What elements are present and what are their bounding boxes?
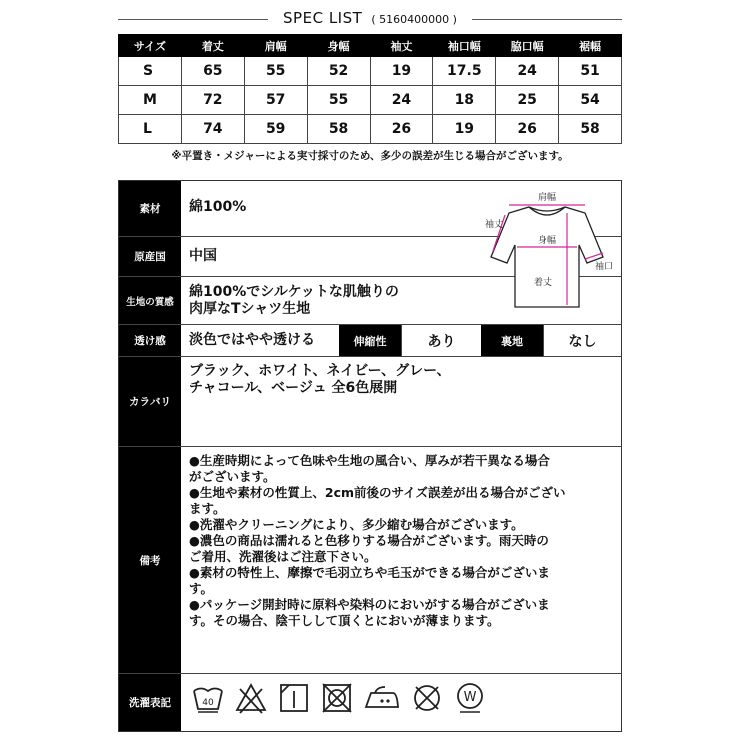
col-header-chest: 身幅: [307, 35, 370, 57]
header-title-group: [268, 8, 472, 27]
lining-label: 裏地: [481, 325, 543, 356]
table-cell: 74: [181, 115, 244, 144]
texture-label: 生地の質感: [119, 277, 181, 324]
color-variation-row: [119, 357, 621, 447]
wet-clean-icon: [453, 681, 487, 715]
size-cell: M: [119, 86, 182, 115]
color-variation-value: [181, 357, 451, 446]
origin-value: 中国: [189, 248, 217, 264]
texture-line-1: 綿100%でシルケットな肌触りの: [189, 283, 399, 300]
diagram-label-sleeve: 袖丈: [485, 220, 504, 230]
table-cell: 17.5: [433, 57, 496, 86]
col-header-length: 着丈: [181, 35, 244, 57]
col-header-sleeve: 袖丈: [370, 35, 433, 57]
washing-symbols: [191, 678, 487, 718]
product-code: ( 5160400000 ): [371, 13, 457, 26]
sheer-label: 透け感: [119, 325, 181, 356]
table-cell: 72: [181, 86, 244, 115]
diagram-label-cuff: 袖口: [595, 262, 614, 272]
table-cell: 52: [307, 57, 370, 86]
sheer-stretch-lining-row: [119, 325, 621, 357]
remarks-label: 備考: [119, 447, 181, 673]
wash-temp-text: 40: [202, 698, 214, 708]
table-cell: 65: [181, 57, 244, 86]
table-cell: 19: [370, 57, 433, 86]
material-label: 素材: [119, 181, 181, 236]
origin-label: 原産国: [119, 237, 181, 276]
sheer-value: 淡色ではやや透ける: [189, 332, 315, 348]
remarks-text: ●生産時期によって色味や生地の風合い、厚みが若干異なる場合 がございます。 ●生地や素材の性質上、2cm前後のサイズ誤差が出る場合がござい ます。 ●洗濯やクリーニングにより、多少縮む場合がございます。 ●濃色の商品は濡れると色移りする場合がございます。雨天時の ご着用、洗濯後はご注意下さい。 ●素材の特性上、摩擦で毛羽立ちや毛玉ができる場合がございま す。 ●パッケージ開封時に原料や染料のにおいがする場合がございま す。その場合、陰干しして頂くとにおいが薄まります。: [189, 453, 566, 628]
color-line-1: ブラック、ホワイト、ネイビー、グレー、: [189, 363, 451, 379]
table-cell: 26: [496, 115, 559, 144]
size-table: [118, 34, 622, 144]
texture-value: [181, 277, 399, 324]
wash-40-icon: [191, 681, 225, 715]
col-header-hem: 裾幅: [559, 35, 622, 57]
table-cell: 55: [307, 86, 370, 115]
wet-clean-text: W: [463, 690, 477, 705]
page-title: SPEC LIST: [283, 9, 363, 27]
no-bleach-icon: [234, 681, 268, 715]
table-row: [119, 57, 622, 86]
table-cell: 58: [559, 115, 622, 144]
diagram-label-shoulder: 肩幅: [537, 193, 557, 203]
table-cell: 25: [496, 86, 559, 115]
table-cell: 55: [244, 57, 307, 86]
table-cell: 18: [433, 86, 496, 115]
table-row: [119, 115, 622, 144]
measurement-note: ※平置き・メジャーによる実寸採寸のため、多少の誤差が生じる場合がございます。: [171, 150, 569, 162]
table-cell: 57: [244, 86, 307, 115]
washing-row: [119, 674, 621, 731]
diagram-label-chest: 身幅: [537, 236, 557, 246]
size-cell: L: [119, 115, 182, 144]
table-cell: 58: [307, 115, 370, 144]
table-cell: 19: [433, 115, 496, 144]
iron-icon: [363, 681, 401, 715]
color-line-2: チャコール、ベージュ 全6色展開: [189, 380, 398, 396]
col-header-size: サイズ: [119, 35, 182, 57]
col-header-cuff: 袖口幅: [433, 35, 496, 57]
remarks-row: [119, 447, 621, 674]
tshirt-measurement-diagram: [477, 185, 617, 317]
col-header-shoulder: 肩幅: [244, 35, 307, 57]
table-cell: 59: [244, 115, 307, 144]
diagram-label-length: 着丈: [533, 278, 553, 288]
size-cell: S: [119, 57, 182, 86]
material-value: 綿100%: [189, 199, 247, 215]
color-variation-label: カラバリ: [119, 357, 181, 446]
stretch-value: あり: [401, 325, 481, 356]
texture-line-2: 肉厚なTシャツ生地: [189, 300, 311, 317]
lining-value: なし: [543, 325, 621, 356]
table-cell: 54: [559, 86, 622, 115]
table-cell: 26: [370, 115, 433, 144]
table-row: [119, 86, 622, 115]
hang-dry-shade-icon: [277, 681, 311, 715]
stretch-label: 伸縮性: [339, 325, 401, 356]
spec-detail-table: [118, 180, 622, 732]
no-dry-clean-icon: [410, 681, 444, 715]
table-cell: 51: [559, 57, 622, 86]
tshirt-outline-icon: [491, 207, 603, 307]
size-table-header-row: [119, 35, 622, 57]
header-rule-left: [118, 19, 268, 20]
no-tumble-dry-icon: [320, 681, 354, 715]
spec-list-header: [118, 8, 622, 30]
table-cell: 24: [370, 86, 433, 115]
col-header-armhole: 脇口幅: [496, 35, 559, 57]
washing-label: 洗濯表記: [119, 674, 181, 731]
table-cell: 24: [496, 57, 559, 86]
header-rule-right: [472, 19, 622, 20]
